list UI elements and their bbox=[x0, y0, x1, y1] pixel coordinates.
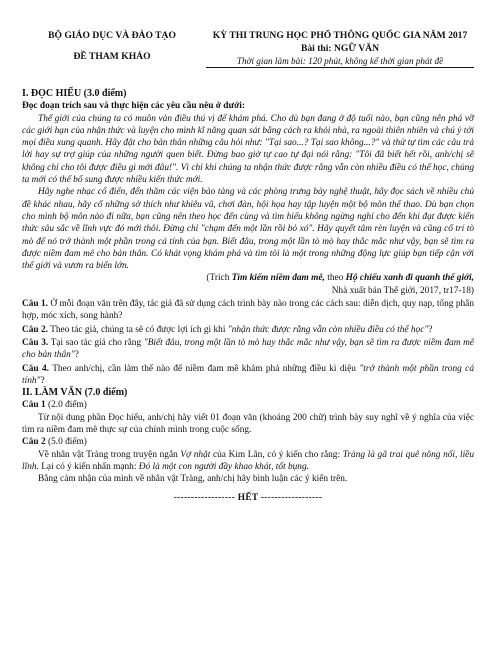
question-text: Theo anh/chị, cần làm thế nào để niềm đam mê khám phá những điều kì diệu bbox=[49, 363, 360, 374]
question-label: Câu 3. bbox=[22, 337, 49, 348]
question-label: Câu 4. bbox=[22, 363, 49, 374]
part2-title: II. LÀM VĂN (7.0 điểm) bbox=[22, 387, 128, 399]
part1-title: I. ĐỌC HIỂU (3.0 điểm) bbox=[22, 88, 127, 99]
question-label: Câu 1. bbox=[22, 299, 49, 310]
citation bbox=[22, 272, 474, 284]
question-tail: ? bbox=[74, 350, 79, 361]
question-text: Tại sao tác giả cho rằng bbox=[48, 337, 144, 348]
citation-series: Hộ chiếu xanh đi quanh thế giới, bbox=[345, 273, 474, 284]
essay-question-2-task: Bằng cảm nhận của mình về nhân vật Tràng, anh/chị hãy bình luận các ý kiến trên. bbox=[38, 474, 348, 485]
question-quote: "Biết đâu, trong một lần tò mò hay thắc mắc như vậy, bạn sẽ tìm ra được niềm đam mê cho bản thân" bbox=[22, 337, 474, 361]
question-3 bbox=[22, 337, 474, 362]
question-tail: ? bbox=[40, 375, 45, 386]
essay-question-1-heading bbox=[22, 399, 474, 411]
citation-mid: theo bbox=[324, 273, 346, 284]
question-points: (5.0 điểm) bbox=[45, 437, 87, 448]
header-left bbox=[22, 30, 202, 68]
exam-header bbox=[22, 30, 474, 68]
q2-quote-1: Tràng là gã trai quê nông nổi, liều lĩnh. bbox=[22, 449, 474, 472]
essay-question-1-text: Từ nội dung phần Đọc hiểu, anh/chị hãy viết 01 đoạn văn (khoảng 200 chữ) trình bày suy nghĩ về ý nghĩa của việc tìm ra niềm đam mê thực sự của chính mình trong cuộc sống. bbox=[22, 412, 474, 436]
passage-paragraph: Hãy nghe nhạc cổ điển, đến thăm các viện bảo tàng và các phòng trưng bày nghệ thuật, hãy đọc sách về nhiều chủ đề khác nhau, hãy cố những sở thích như khiêu vũ, chơi đàn, hội họa hay tập luyện một bộ môn thể thao. Dù bạn chọn cho mình bộ môn nào đi nữa, bạn cũng nên theo học đến cùng và tìm hiểu không ngừng nghỉ cho đến khi đạt được kiến thức sâu sắc về lĩnh vực đó mới thôi. Đừng chỉ "chạm đến một lần rồi bỏ xó". Hãy quyết tâm rèn luyện và cũng cố trí tò mò để nó trở thành một phần trong cá tính của bạn. Biết đâu, trong một lần tò mò hay thắc mắc như vậy, bạn sẽ tìm ra được niềm đam mê cho bản thân. Có khát vọng khám phá và tìm tòi là một trong những động lực giúp bạn tiếp cận với thế giới và vươn ra biển lớn. bbox=[22, 187, 474, 272]
question-4 bbox=[22, 363, 474, 388]
question-2 bbox=[22, 324, 474, 336]
citation-prefix: (Trích bbox=[206, 273, 232, 284]
question-points: (2.0 điểm) bbox=[45, 400, 87, 411]
citation-publisher: Nhà xuất bản Thế giới, 2017, tr17-18) bbox=[331, 285, 474, 296]
q2-text-a: Về nhân vật Tràng trong truyện ngắn bbox=[38, 449, 181, 460]
citation-book: Tìm kiếm niềm đam mê, bbox=[231, 273, 325, 284]
passage-paragraph: Thế giới của chúng ta có muôn vàn điều thú vị để khám phá. Cho dù bạn đang ở độ tuổi nào, bạn cũng nên phá vỡ các giới hạn của nhận thức và luyện cho mình kĩ năng quan sát bằng cách ra khỏi nhà, ra ngoài thiên nhiên và chú ý tới mọi điều xung quanh. Hãy đặt cho bản thân những câu hỏi như: "Tại sao...? Tại sao không...?" và thử tự tìm các câu trả lời hay sự trợ giúp của những người quen biết. Đừng bao giờ tự cao tự đại nói rằng: "Tôi đã biết hết rồi, anh/chị sẽ không chỉ cho tôi được điều gì mới đâu!". Vì chỉ khi chúng ta nhận thức được rằng vẫn còn nhiều điều có thể học, chúng ta mới có thể bổ sung được nhiều kiến thức mới. bbox=[22, 113, 474, 186]
essay-question-2-heading bbox=[22, 436, 474, 448]
question-text: Theo tác giả, chúng ta sẽ có được lợi ích gì khi bbox=[47, 324, 228, 335]
ministry-name: BỘ GIÁO DỤC VÀ ĐÀO TẠO bbox=[48, 30, 176, 41]
part1-instruction: Đọc đoạn trích sau và thực hiện các yêu cầu nêu ở dưới: bbox=[22, 101, 245, 112]
exam-subject: Bài thi: NGỮ VĂN bbox=[300, 43, 380, 54]
q2-text-b: của Kim Lân, có ý kiến cho rằng: bbox=[210, 449, 343, 460]
exam-body bbox=[22, 88, 474, 504]
header-divider bbox=[206, 67, 474, 68]
question-label: Câu 1 bbox=[22, 400, 46, 411]
exam-title: KỲ THI TRUNG HỌC PHỔ THÔNG QUỐC GIA NĂM 2017 bbox=[212, 30, 468, 41]
question-text: Ở mỗi đoạn văn trên đây, tác giả đã sử dụng cách trình bày nào trong các cách sau: diễn dịch, quy nạp, tổng phân hợp, móc xích, song hành? bbox=[22, 299, 474, 322]
essay-question-2-text bbox=[22, 449, 474, 474]
q2-work-title: Vợ nhặt bbox=[180, 449, 211, 460]
header-right bbox=[206, 30, 474, 68]
q2-text-c: Lại có ý kiến nhấn mạnh: bbox=[38, 461, 139, 472]
question-1 bbox=[22, 298, 474, 323]
q2-quote-2: Đó là một con người đầy khao khát, tốt bụng. bbox=[138, 461, 309, 472]
exam-time: Thời gian làm bài: 120 phút, không kể thời gian phát đề bbox=[236, 56, 444, 66]
question-label: Câu 2. bbox=[22, 324, 48, 335]
end-marker: ------------------ HẾT ------------------ bbox=[173, 492, 323, 503]
reference-label: ĐỀ THAM KHẢO bbox=[73, 51, 151, 62]
question-quote: "trở thành một phần trong cá tính" bbox=[22, 363, 474, 386]
question-quote: "nhận thức được rằng vẫn còn nhiều điều có thể học" bbox=[227, 324, 429, 335]
question-label: Câu 2 bbox=[22, 437, 46, 448]
question-tail: ? bbox=[428, 324, 433, 335]
